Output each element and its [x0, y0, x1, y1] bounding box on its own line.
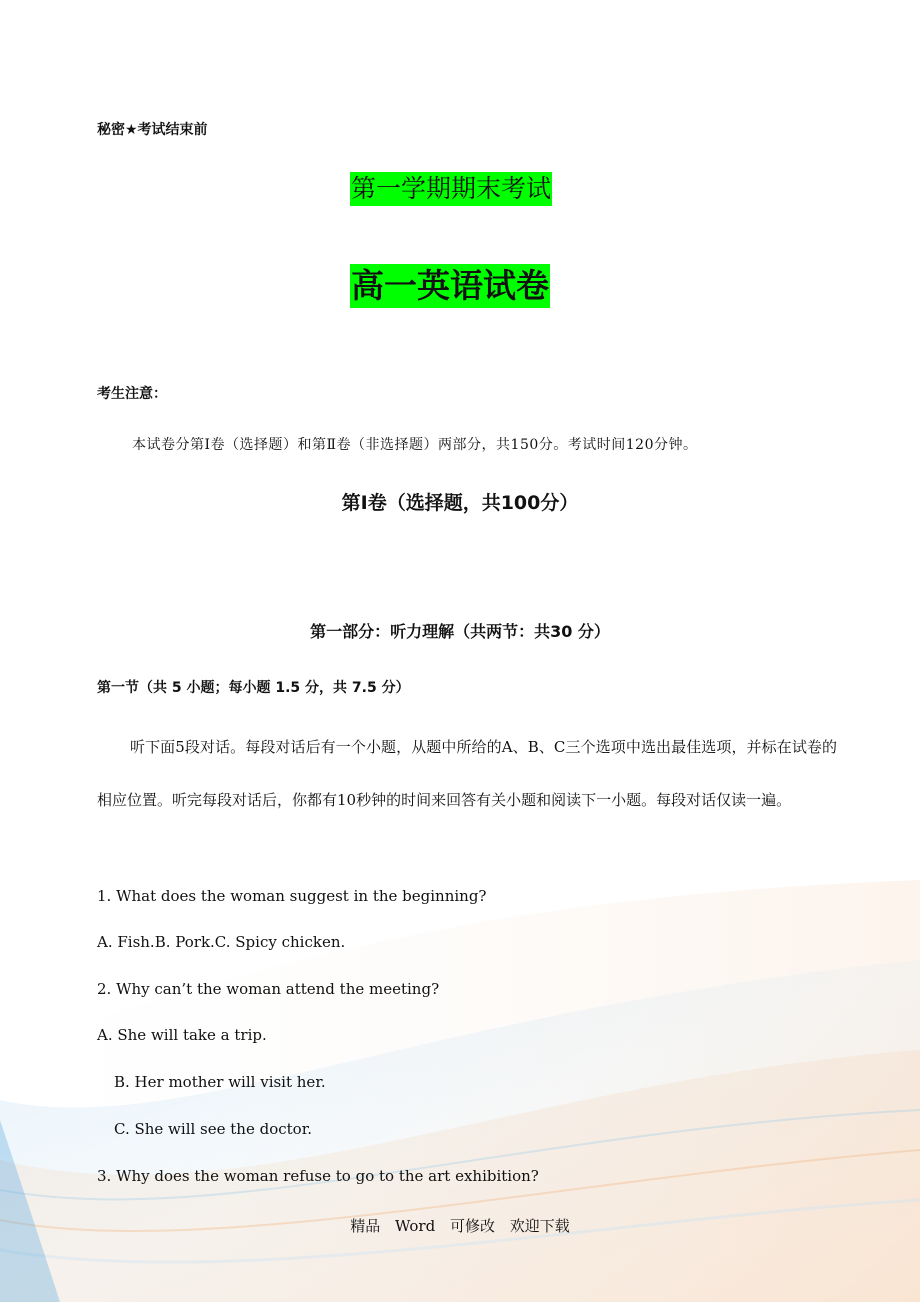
question-1-stem: 1. What does the woman suggest in the beginning? — [97, 887, 487, 905]
question-2-stem: 2. Why can’t the woman attend the meeting? — [97, 980, 440, 998]
part-one-heading: 第一部分：听力理解（共两节：共30 分） — [310, 622, 610, 641]
paper-title: 高一英语试卷 — [350, 264, 550, 308]
question-2-option-c: C. She will see the doctor. — [114, 1120, 312, 1138]
question-2-option-a: A. She will take a trip. — [97, 1026, 267, 1044]
question-2-option-b: B. Her mother will visit her. — [114, 1073, 326, 1091]
question-1-options: A. Fish.B. Pork.C. Spicy chicken. — [97, 933, 346, 951]
notice-label: 考生注意： — [97, 386, 167, 402]
confidential-notice: 秘密★考试结束前 — [97, 122, 208, 138]
listening-instructions: 听下面5段对话。每段对话后有一个小题，从题中所给的A、B、C三个选项中选出最佳选项，并标在试卷的相应位置。听完每段对话后，你都有10秒钟的时间来回答有关小题和阅读下一小题。每段对话仅读一遍。 — [97, 738, 837, 809]
notice-text: 本试卷分第Ⅰ卷（选择题）和第Ⅱ卷（非选择题）两部分，共150分。考试时间120分钟。 — [132, 437, 698, 453]
volume-one-heading: 第Ⅰ卷（选择题，共100分） — [341, 492, 579, 514]
page-footer: 精品 Word 可修改 欢迎下载 — [350, 1217, 570, 1235]
section-one-heading: 第一节（共 5 小题；每小题 1.5 分，共 7.5 分） — [97, 680, 410, 696]
question-3-stem: 3. Why does the woman refuse to go to the art exhibition? — [97, 1167, 539, 1185]
exam-title: 第一学期期末考试 — [350, 172, 552, 206]
